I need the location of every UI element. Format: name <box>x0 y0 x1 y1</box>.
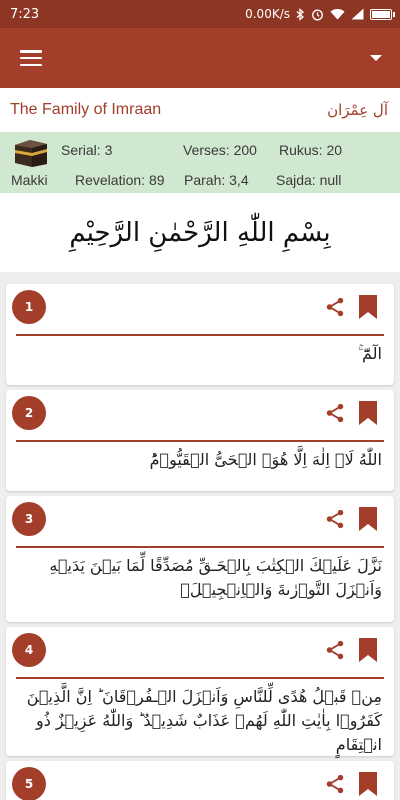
share-icon[interactable] <box>324 296 346 318</box>
bookmark-icon[interactable] <box>358 400 378 426</box>
share-icon[interactable] <box>324 773 346 795</box>
ayah-divider <box>16 440 384 442</box>
bismillah-banner <box>0 193 400 272</box>
ayah-divider <box>16 677 384 679</box>
bluetooth-icon <box>296 8 305 21</box>
ayah-text: اللّٰهُ لَاۤ اِلٰهَ اِلَّا هُوَۙ الۡحَىُّ الۡقَيُّوۡمُؕ <box>149 450 382 469</box>
ayah-card[interactable] <box>6 496 394 622</box>
ayah-divider <box>16 546 384 548</box>
battery-icon <box>370 9 392 20</box>
alarm-icon <box>311 8 324 21</box>
share-icon[interactable] <box>324 402 346 424</box>
ayah-number-badge: 3 <box>12 502 46 536</box>
dropdown-arrow-icon[interactable] <box>370 55 382 61</box>
bookmark-icon[interactable] <box>358 637 378 663</box>
wifi-icon <box>330 8 345 20</box>
parah-info: Parah: 3,4 <box>184 172 249 188</box>
ayah-card[interactable] <box>6 390 394 491</box>
kaaba-icon <box>13 138 49 168</box>
ayah-text: نَزَّلَ عَلَيۡكَ الۡكِتٰبَ بِالۡحَـقِّ مُصَدِّقًا لِّمَا بَيۡنَ يَدَيۡهِ وَاَنۡزَلَ التَّوۡرٰٮةَ وَالۡاِنۡجِيۡلَۙ <box>49 556 382 599</box>
serial-info: Serial: 3 <box>61 142 113 158</box>
status-bar <box>0 0 400 28</box>
revelation-info: Revelation: 89 <box>75 172 165 188</box>
bookmark-icon[interactable] <box>358 506 378 532</box>
sajda-info: Sajda: null <box>276 172 342 188</box>
status-time: 7:23 <box>10 6 40 22</box>
bookmark-icon[interactable] <box>358 771 378 797</box>
surah-title-bar <box>0 88 400 132</box>
ayah-text: الٓمّٓ ۚ <box>358 344 382 363</box>
ayah-number-badge: 4 <box>12 633 46 667</box>
status-icons <box>245 7 392 21</box>
surah-name-arabic: آل عِمْرَان <box>327 101 388 119</box>
surah-info-panel <box>0 132 400 193</box>
ayah-card[interactable] <box>6 761 394 800</box>
app-bar <box>0 28 400 88</box>
share-icon[interactable] <box>324 508 346 530</box>
ayah-text: مِنۡ قَبۡلُ هُدًى لِّلنَّاسِ وَاَنۡزَلَ الۡـفُرۡقَانَ ؕ اِنَّ الَّذِيۡنَ كَفَرُوۡا بِاٰيٰتِ اللّٰهِ لَهُمۡ عَذَابٌ شَدِيۡدٌ ؕ وَاللّٰهُ عَزِيۡزٌ ذُو انۡتِقَامٍ <box>26 687 382 754</box>
hamburger-menu-icon[interactable] <box>20 50 42 66</box>
rukus-info: Rukus: 20 <box>279 142 343 158</box>
ayah-card[interactable] <box>6 284 394 385</box>
verses-info: Verses: 200 <box>183 142 257 158</box>
network-speed: 0.00K/s <box>245 7 290 21</box>
bookmark-icon[interactable] <box>358 294 378 320</box>
ayah-card[interactable] <box>6 627 394 756</box>
ayah-divider <box>16 334 384 336</box>
revelation-type: Makki <box>11 172 48 188</box>
ayah-number-badge: 2 <box>12 396 46 430</box>
ayah-number-badge: 1 <box>12 290 46 324</box>
share-icon[interactable] <box>324 639 346 661</box>
bismillah-calligraphy: بِسْمِ اللّٰهِ الرَّحْمٰنِ الرَّحِيْمِ <box>69 217 331 248</box>
ayah-number-badge: 5 <box>12 767 46 800</box>
signal-icon <box>351 8 364 20</box>
surah-name-english: The Family of Imraan <box>10 101 162 118</box>
